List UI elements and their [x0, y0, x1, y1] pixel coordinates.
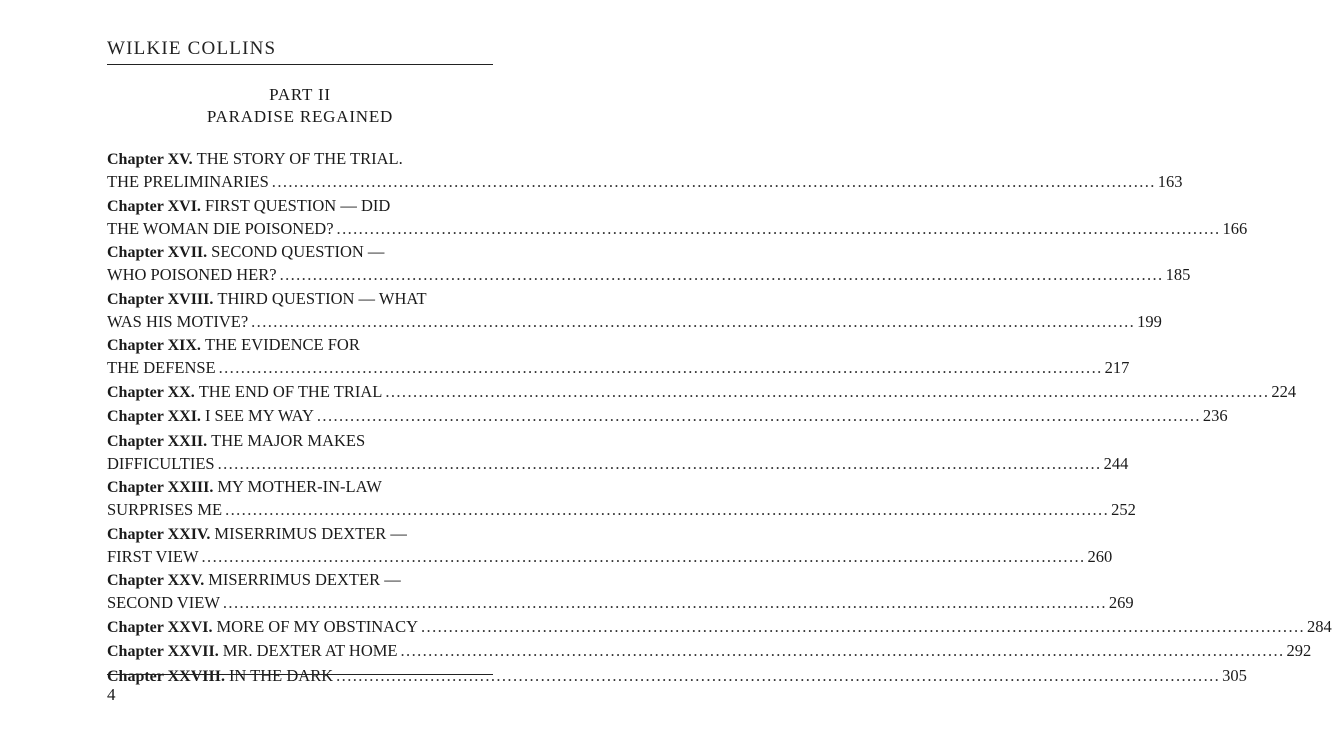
chapter-title: MORE OF MY OBSTINACY: [216, 616, 419, 636]
footer-rule: [107, 674, 493, 675]
chapter-title-continued: FIRST VIEW: [107, 546, 199, 566]
toc-entry: [107, 241, 1191, 286]
part-title: PARADISE REGAINED: [206, 107, 394, 126]
chapter-page-number: 185: [1165, 265, 1191, 284]
chapter-label: Chapter XXVII.: [107, 643, 219, 660]
chapter-page-number: 252: [1111, 500, 1136, 519]
chapter-title: IN THE DARK: [228, 665, 334, 685]
toc-entry: [107, 616, 1332, 639]
chapter-page-number: 236: [1202, 406, 1228, 425]
chapter-label: Chapter XXIV.: [107, 525, 211, 543]
dot-leader: [337, 218, 1221, 240]
chapter-page-number: 224: [1271, 381, 1297, 401]
dot-leader: [317, 405, 1201, 427]
chapter-page-number: 199: [1137, 311, 1162, 331]
chapter-label: Chapter XXI.: [107, 408, 201, 425]
toc-entry: [107, 288, 1162, 333]
chapter-title-continued: SECOND VIEW: [107, 593, 220, 612]
chapter-title: MISERRIMUS DEXTER —: [214, 523, 407, 543]
chapter-page-number: 217: [1104, 358, 1130, 377]
chapter-label: Chapter XX.: [107, 383, 195, 401]
chapter-label: Chapter XVIII.: [107, 290, 214, 308]
dot-leader: [336, 665, 1220, 687]
chapter-label: Chapter XV.: [107, 151, 193, 168]
dot-leader: [421, 616, 1305, 638]
chapter-page-number: 166: [1222, 218, 1248, 238]
dot-leader: [202, 546, 1086, 568]
chapter-page-number: 244: [1103, 453, 1129, 473]
chapter-title-continued: WHO POISONED HER?: [107, 265, 277, 284]
chapter-title: THE END OF THE TRIAL: [198, 381, 383, 401]
chapter-title-continued: SURPRISES ME: [107, 500, 223, 519]
dot-leader: [225, 499, 1109, 521]
toc-entry: [107, 334, 1130, 379]
toc-entry: [107, 569, 1134, 614]
chapter-title: THE STORY OF THE TRIAL.: [196, 149, 403, 168]
toc-entry: [107, 476, 1136, 521]
chapter-page-number: 163: [1157, 172, 1183, 191]
chapter-title-continued: DIFFICULTIES: [107, 453, 215, 473]
chapter-page-number: 284: [1307, 616, 1332, 636]
toc-entry: [107, 430, 1129, 475]
table-of-contents: [107, 148, 1332, 689]
chapter-title: THIRD QUESTION — WHAT: [217, 288, 427, 308]
chapter-title: FIRST QUESTION — DID: [204, 195, 391, 215]
chapter-page-number: 260: [1087, 546, 1113, 566]
chapter-label: Chapter XXVI.: [107, 618, 213, 636]
page-number: 4: [107, 685, 116, 704]
chapter-title: SECOND QUESTION —: [211, 242, 385, 261]
chapter-label: Chapter XIX.: [107, 337, 201, 354]
chapter-title: MR. DEXTER AT HOME: [222, 641, 398, 660]
chapter-title: I SEE MY WAY: [204, 406, 314, 425]
chapter-title: MY MOTHER-IN-LAW: [217, 477, 382, 496]
part-number: PART II: [269, 85, 331, 104]
chapter-label: Chapter XXII.: [107, 432, 208, 450]
chapter-title-continued: THE WOMAN DIE POISONED?: [107, 218, 334, 238]
toc-entry: [107, 195, 1248, 240]
toc-entry: [107, 523, 1113, 568]
toc-entry: [107, 665, 1247, 688]
running-header-author: WILKIE COLLINS: [107, 38, 277, 59]
header-rule: [107, 64, 493, 65]
chapter-title-continued: THE PRELIMINARIES: [107, 172, 269, 191]
chapter-title-continued: THE DEFENSE: [107, 358, 216, 377]
chapter-title: THE EVIDENCE FOR: [204, 335, 360, 354]
dot-leader: [280, 264, 1164, 286]
dot-leader: [251, 311, 1135, 333]
chapter-page-number: 269: [1108, 593, 1134, 612]
chapter-title-continued: WAS HIS MOTIVE?: [107, 311, 249, 331]
toc-entry: [107, 148, 1183, 193]
chapter-label: Chapter XVII.: [107, 244, 208, 261]
toc-entry: [107, 381, 1297, 404]
dot-leader: [223, 592, 1107, 614]
chapter-page-number: 305: [1222, 665, 1247, 685]
chapter-label: Chapter XXIII.: [107, 479, 214, 496]
chapter-label: Chapter XXV.: [107, 572, 205, 589]
chapter-title: MISERRIMUS DEXTER —: [208, 570, 401, 589]
chapter-page-number: 292: [1286, 641, 1312, 660]
dot-leader: [401, 640, 1285, 662]
dot-leader: [385, 381, 1269, 403]
chapter-label: Chapter XXVIII.: [107, 667, 225, 685]
chapter-label: Chapter XVI.: [107, 197, 201, 215]
toc-entry: [107, 405, 1228, 428]
dot-leader: [272, 171, 1156, 193]
dot-leader: [219, 357, 1103, 379]
dot-leader: [218, 453, 1102, 475]
toc-entry: [107, 640, 1312, 663]
chapter-title: THE MAJOR MAKES: [211, 430, 366, 450]
